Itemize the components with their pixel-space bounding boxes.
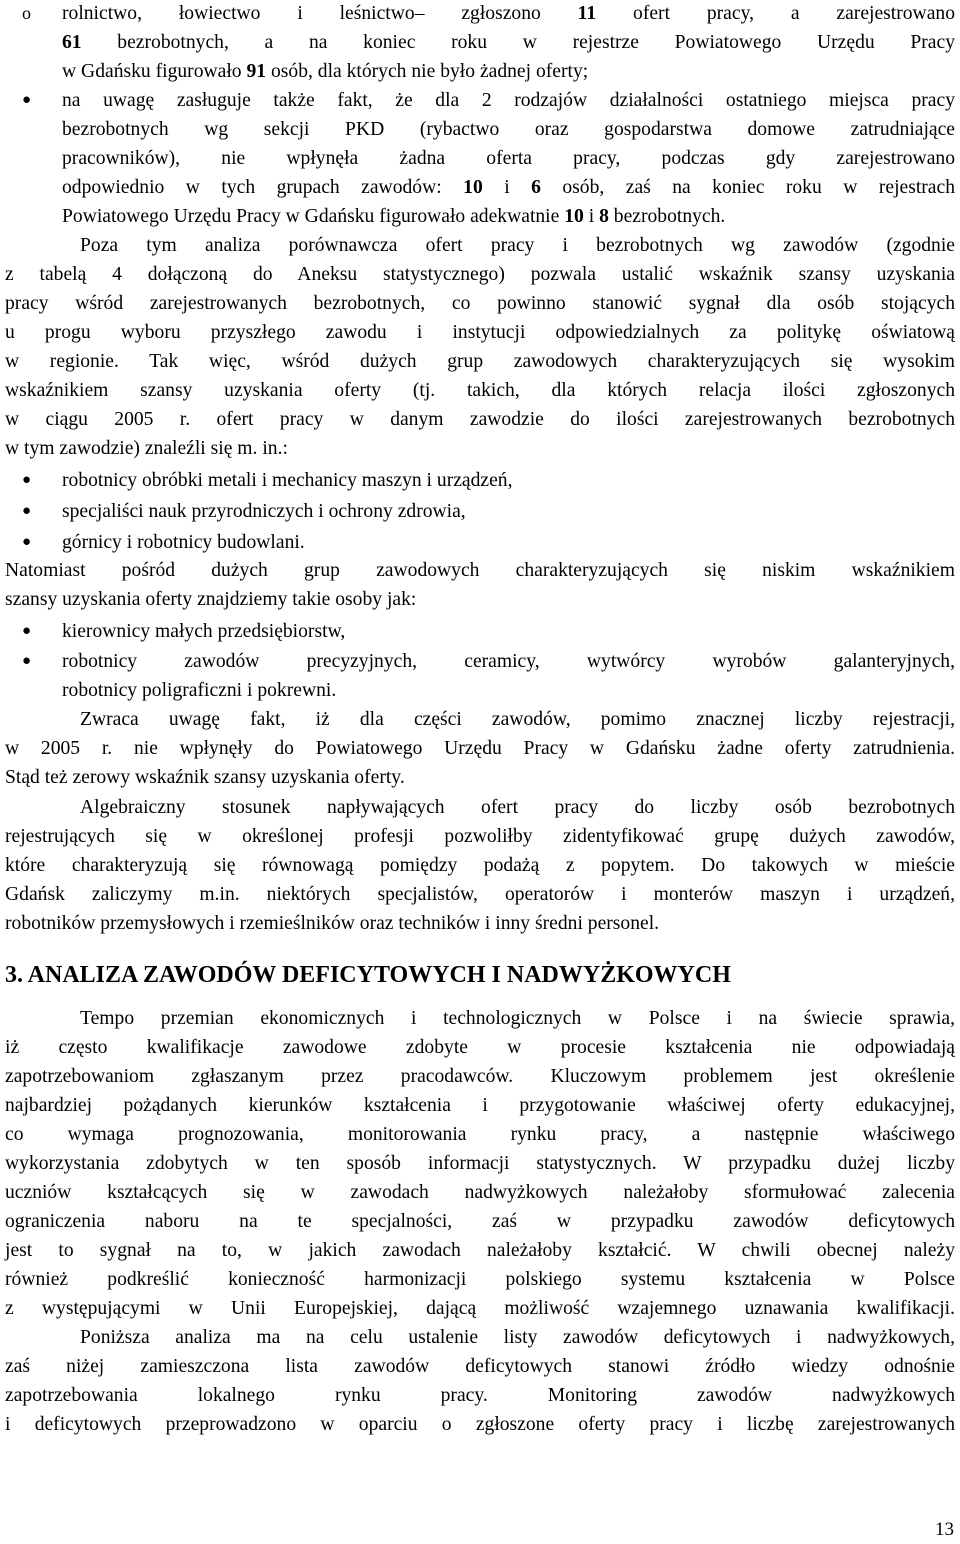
list-marker-circle: o — [22, 3, 31, 23]
text-line: rolnictwo, łowiectwo i leśnictwo– zgłoszono 11 ofert pracy, a zarejestrowano — [62, 3, 955, 24]
text-line: pracowników), nie wpłynęła żadna oferta pracy, podczas gdy zarejestrowano — [62, 148, 955, 169]
text-line: zapotrzebowania lokalnego rynku pracy. Monitoring zawodów nadwyżkowych — [5, 1385, 955, 1406]
text-line: na uwagę zasługuje także fakt, że dla 2 rodzajów działalności ostatniego miejsca pracy — [62, 90, 955, 111]
list-item: kierownicy małych przedsiębiorstw, — [62, 621, 346, 642]
text-line: u progu wyboru przyszłego zawodu i instytucji odpowiedzialnych za politykę oświatową — [5, 322, 955, 343]
list-bullet: ● — [22, 534, 32, 550]
text-line: Poniższa analiza ma na celu ustalenie listy zawodów deficytowych i nadwyżkowych, — [80, 1327, 955, 1348]
text-line: i deficytowych przeprowadzono w oparciu o zgłoszone oferty pracy i liczbę zarejestrowanych — [5, 1414, 955, 1435]
text-line: wykorzystania zdobytych w ten sposób informacji statystycznych. W przypadku dużej liczby — [5, 1153, 955, 1174]
list-item: górnicy i robotnicy budowlani. — [62, 532, 305, 553]
text-line: iż często kwalifikacje zawodowe zdobyte w procesie kształcenia nie odpowiadają — [5, 1037, 955, 1058]
list-bullet: ● — [22, 653, 32, 669]
list-bullet: ● — [22, 503, 32, 519]
text-line: z występującymi w Unii Europejskiej, dającą możliwość wzajemnego uznawania kwalifikacji. — [5, 1298, 955, 1319]
page-number: 13 — [935, 1519, 954, 1540]
text-line: z tabelą 4 dołączoną do Aneksu statystycznego) pozwala ustalić wskaźnik szansy uzyskania — [5, 264, 955, 285]
list-item: robotnicy poligraficzni i pokrewni. — [62, 680, 337, 701]
text-line: 61 bezrobotnych, a na koniec roku w rejestrze Powiatowego Urzędu Pracy — [62, 32, 955, 53]
list-item: specjaliści nauk przyrodniczych i ochrony zdrowia, — [62, 501, 466, 522]
list-bullet: ● — [22, 92, 32, 108]
text-line: w ciągu 2005 r. ofert pracy w danym zawodzie do ilości zarejestrowanych bezrobotnych — [5, 409, 955, 430]
list-bullet: ● — [22, 472, 32, 488]
text-line: odpowiednio w tych grupach zawodów: 10 i 6 osób, zaś na koniec roku w rejestrach — [62, 177, 955, 198]
text-line: Algebraiczny stosunek napływających ofert pracy do liczby osób bezrobotnych — [80, 797, 955, 818]
text-line: które charakteryzują się równowagą pomiędzy podażą z popytem. Do takowych w mieście — [5, 855, 955, 876]
text-line: uczniów kształcących się w zawodach nadwyżkowych należałoby sformułować zalecenia — [5, 1182, 955, 1203]
text-line: Poza tym analiza porównawcza ofert pracy i bezrobotnych wg zawodów (zgodnie — [80, 235, 955, 256]
text-line: rejestrujących się w określonej profesji pozwoliłby zidentyfikować grupę dużych zawodów, — [5, 826, 955, 847]
text-line: robotników przemysłowych i rzemieślników oraz techników i inny średni personel. — [5, 913, 660, 934]
text-line: najbardziej pożądanych kierunków kształcenia i przygotowanie właściwej oferty edukacyjnej, — [5, 1095, 955, 1116]
section-heading: 3. ANALIZA ZAWODÓW DEFICYTOWYCH I NADWYŻKOWYCH — [5, 962, 731, 988]
text-line: wskaźnikiem szansy uzyskania oferty (tj. takich, dla których relacja ilości zgłoszonych — [5, 380, 955, 401]
text-line: ograniczenia naboru na te specjalności, zaś w przypadku zawodów deficytowych — [5, 1211, 955, 1232]
text-line: Tempo przemian ekonomicznych i technologicznych w Polsce i na świecie sprawia, — [80, 1008, 955, 1029]
list-bullet: ● — [22, 623, 32, 639]
text-line: w regionie. Tak więc, wśród dużych grup zawodowych charakteryzujących się wysokim — [5, 351, 955, 372]
text-line: co wymaga prognozowania, monitorowania rynku pracy, a następnie właściwego — [5, 1124, 955, 1145]
text-line: zaś niżej zamieszczona lista zawodów deficytowych stanowi źródło wiedzy odnośnie — [5, 1356, 955, 1377]
text-line: jest to sygnał na to, w jakich zawodach należałoby kształcić. W chwili obecnej należy — [5, 1240, 955, 1261]
text-line: bezrobotnych wg sekcji PKD (rybactwo oraz gospodarstwa domowe zatrudniające — [62, 119, 955, 140]
text-line: w 2005 r. nie wpłynęły do Powiatowego Urzędu Pracy w Gdańsku żadne oferty zatrudnienia. — [5, 738, 955, 759]
list-item: robotnicy obróbki metali i mechanicy maszyn i urządzeń, — [62, 470, 513, 491]
text-line: w Gdańsku figurowało 91 osób, dla których nie było żadnej oferty; — [62, 61, 589, 82]
text-line: Zwraca uwagę fakt, iż dla części zawodów, pomimo znacznej liczby rejestracji, — [80, 709, 955, 730]
text-line: pracy wśród zarejestrowanych bezrobotnych, co powinno stanowić sygnał dla osób stojących — [5, 293, 955, 314]
text-line: Natomiast pośród dużych grup zawodowych charakteryzujących się niskim wskaźnikiem — [5, 560, 955, 581]
text-line: również podkreślić konieczność harmonizacji polskiego systemu kształcenia w Polsce — [5, 1269, 955, 1290]
text-line: Gdańsk zaliczymy m.in. niektórych specjalistów, operatorów i monterów maszyn i urządzeń, — [5, 884, 955, 905]
text-line: szansy uzyskania oferty znajdziemy takie osoby jak: — [5, 589, 417, 610]
text-line: w tym zawodzie) znaleźli się m. in.: — [5, 438, 288, 459]
text-line: Stąd też zerowy wskaźnik szansy uzyskania oferty. — [5, 767, 405, 788]
text-line: zapotrzebowaniom zgłaszanym przez pracodawców. Kluczowym problemem jest określenie — [5, 1066, 955, 1087]
text-line: Powiatowego Urzędu Pracy w Gdańsku figurowało adekwatnie 10 i 8 bezrobotnych. — [62, 206, 726, 227]
list-item: robotnicy zawodów precyzyjnych, ceramicy, wytwórcy wyrobów galanteryjnych, — [62, 651, 955, 672]
